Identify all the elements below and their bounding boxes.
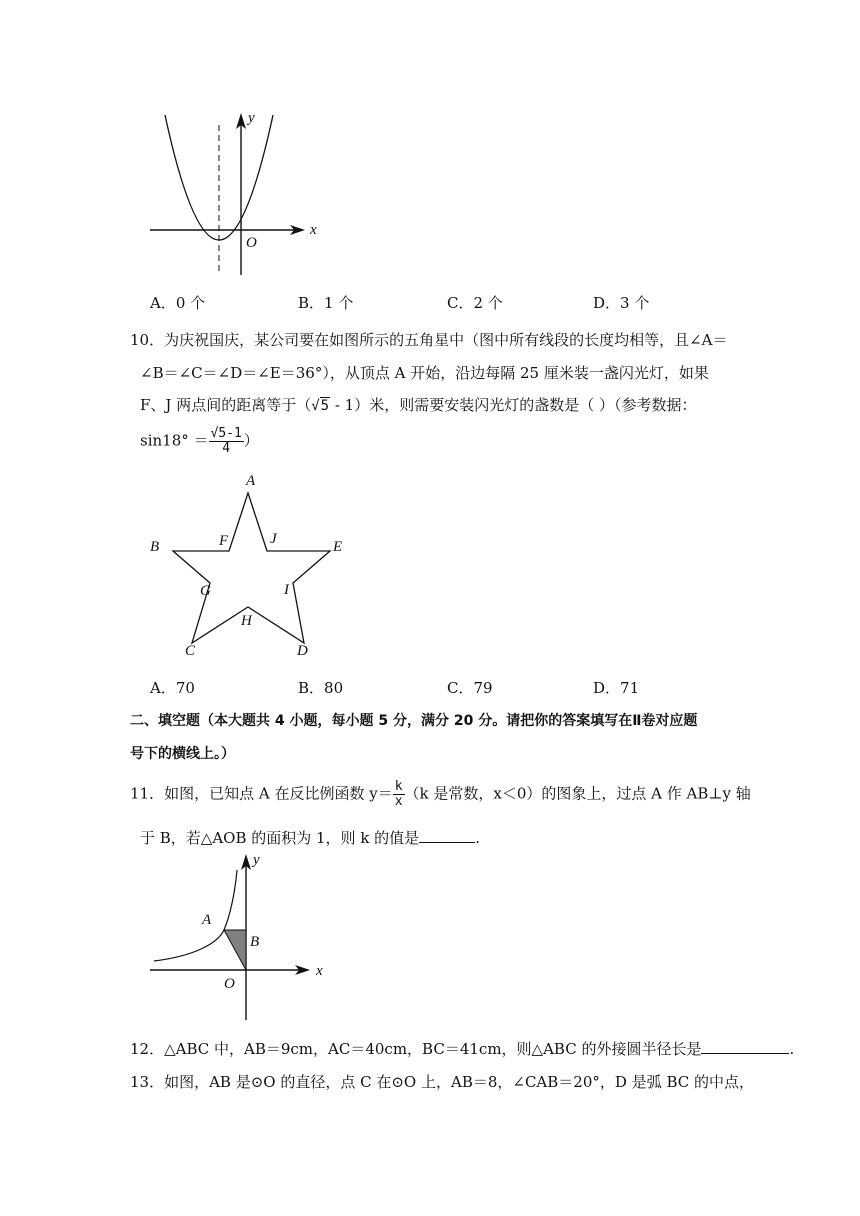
q10-line-4: sin18° ＝ $\frac{√5-1}{4}$ ） xyxy=(140,426,259,456)
q10-star-figure xyxy=(140,465,360,665)
q11-label-b: B xyxy=(250,934,260,950)
q10-label-j: J xyxy=(270,531,277,547)
q10-label-d: D xyxy=(297,643,308,659)
q9-parabola-graph xyxy=(140,105,330,285)
q10-line-2: ∠B＝∠C＝∠D＝∠E＝36°），从顶点 A 开始，沿边每隔 25 厘米装一盏闪光灯，如果 xyxy=(140,364,709,382)
q9-origin-label: O xyxy=(246,235,257,251)
q11-origin-label: O xyxy=(224,976,235,992)
q9-option-c: C．2 个 xyxy=(447,294,503,312)
q11-label-a: A xyxy=(202,912,212,928)
q11-line-2: 于 B，若△AOB 的面积为 1，则 k 的值是 . xyxy=(140,829,480,847)
q10-label-g: G xyxy=(200,583,211,599)
q10-label-f: F xyxy=(219,533,229,549)
q11-x-label: x xyxy=(316,963,323,979)
q10-label-e: E xyxy=(333,539,343,555)
q10-line-3: F、J 两点间的距离等于（√5 - 1）米，则需要安装闪光灯的盏数是（ ）（参考数据： xyxy=(140,396,697,414)
q10-option-a: A．70 xyxy=(150,679,195,697)
q11-line-1: 11．如图，已知点 A 在反比例函数 y＝ $\frac{k}{x}$ （k 是常数，x＜0）的图象上，过点 A 作 AB⊥y 轴 xyxy=(130,779,751,809)
q10-label-h: H xyxy=(241,613,252,629)
q10-option-c: C．79 xyxy=(447,679,493,697)
q9-y-label: y xyxy=(248,110,255,126)
q11-y-label: y xyxy=(253,852,260,868)
q12-answer-blank[interactable] xyxy=(701,1053,789,1054)
q10-sqrt: √5 xyxy=(311,398,330,414)
q9-x-label: x xyxy=(310,222,317,238)
q10-label-a: A xyxy=(246,473,256,489)
q11-fraction: $\frac{k}{x}$ xyxy=(394,779,403,809)
section-2-heading-line-1: 二、填空题（本大题共 4 小题，每小题 5 分，满分 20 分。请把你的答案填写在Ⅱ卷对应题 xyxy=(130,713,698,729)
q13-line-1: 13．如图，AB 是⊙O 的直径，点 C 在⊙O 上，AB＝8，∠CAB＝20°，D 是弧 BC 的中点， xyxy=(130,1073,754,1091)
q9-option-d: D．3 个 xyxy=(593,294,650,312)
q11-hyperbola-graph xyxy=(140,848,340,1023)
q11-triangle-aob xyxy=(224,930,246,970)
section-2-heading-line-2: 号下的横线上。） xyxy=(130,746,235,762)
q9-option-a: A．0 个 xyxy=(150,294,206,312)
q10-label-b: B xyxy=(150,539,160,555)
q10-line-1: 10．为庆祝国庆，某公司要在如图所示的五角星中（图中所有线段的长度均相等，且∠A＝ xyxy=(130,331,728,349)
q10-label-c: C xyxy=(185,643,196,659)
q12-line: 12．△ABC 中，AB＝9cm，AC＝40cm，BC＝41cm，则△ABC 的外接圆半径长是 . xyxy=(130,1040,795,1058)
q11-answer-blank[interactable] xyxy=(419,842,475,843)
q10-fraction: $\frac{√5-1}{4}$ xyxy=(210,426,242,456)
q10-label-i: I xyxy=(284,582,289,598)
q10-option-b: B．80 xyxy=(298,679,344,697)
q11-hyperbola-curve xyxy=(154,870,237,961)
q10-option-d: D．71 xyxy=(593,679,640,697)
q9-option-b: B．1 个 xyxy=(298,294,354,312)
